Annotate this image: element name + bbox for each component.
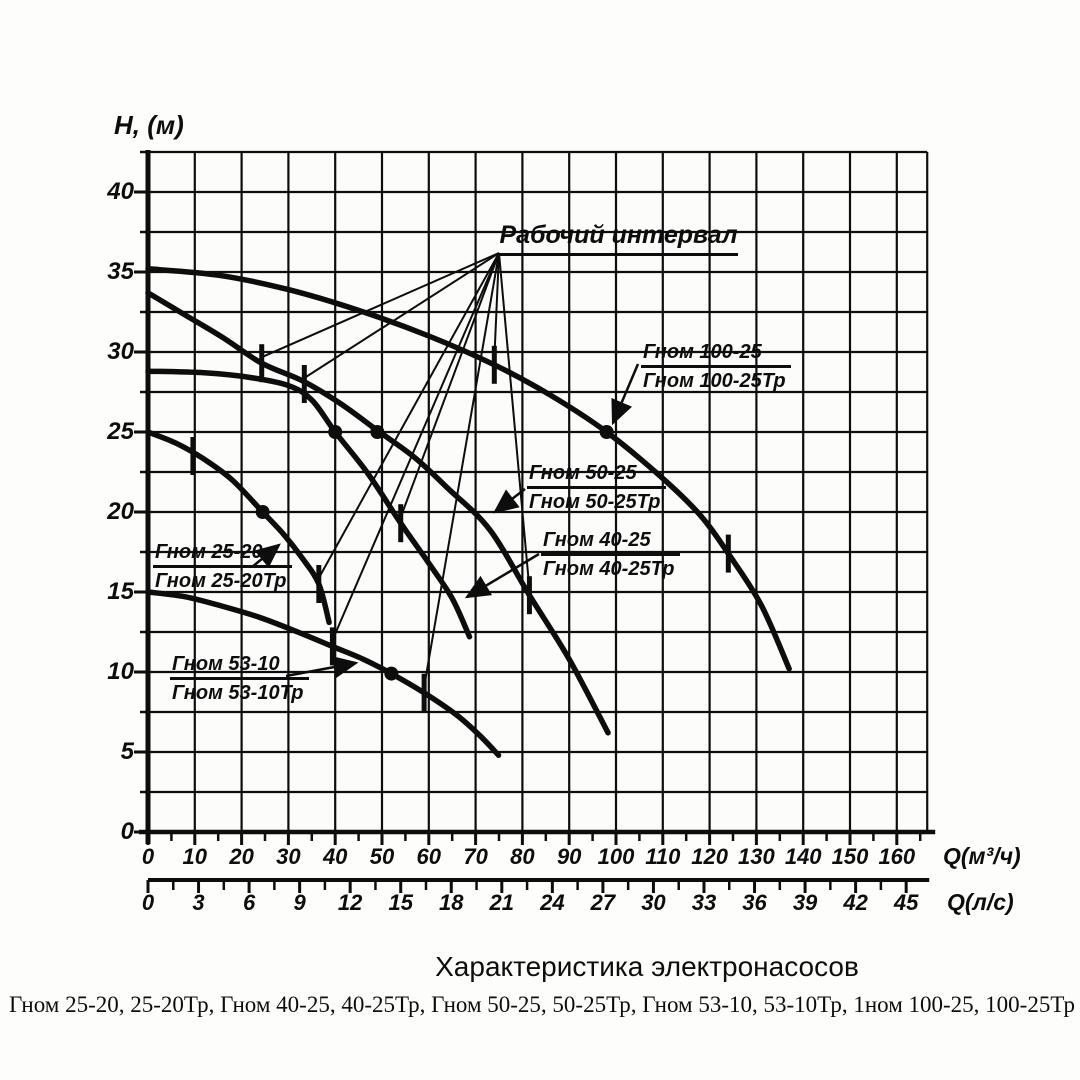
curve-label-line1: Гном 53-10 [170,653,309,680]
x-axis-secondary-tick-label: 6 [242,890,256,915]
x-axis-tick-label: 20 [229,844,254,869]
curve-label-line2: Гном 25-20Тр [155,570,287,592]
x-axis-secondary-unit-label: Q(л/с) [947,889,1014,915]
curve-label-line2: Гном 40-25Тр [543,558,675,580]
x-axis-secondary-tick-label: 27 [590,890,616,915]
x-axis-secondary-tick-label: 18 [439,890,464,915]
chart-title: Характеристика электронасосов [435,951,859,982]
x-axis-tick-label: 0 [141,844,155,869]
curve-label-line2: Гном 50-25Тр [529,491,661,513]
x-axis-tick-label: 10 [182,844,208,869]
y-axis-tick-label: 35 [107,258,134,285]
x-axis-tick-label: 80 [510,844,535,869]
y-axis-tick-label: 20 [107,498,134,525]
x-axis-tick-label: 50 [369,844,395,869]
x-axis-tick-label: 30 [276,844,301,869]
curve-label-line2: Гном 100-25Тр [643,370,786,392]
x-axis-secondary-tick-label: 0 [141,890,155,915]
curve-label-line1: Гном 40-25 [541,529,680,556]
x-axis-tick-label: 60 [416,844,442,869]
y-axis-tick-label: 30 [107,338,134,365]
curve-label-gnom-50-25 [527,462,666,514]
y-axis-tick-label: 10 [107,658,134,685]
x-axis-secondary-tick-label: 39 [792,890,818,915]
curve-label-gnom-25-20 [153,541,292,593]
chart-subtitle: Гном 25-20, 25-20Тр, Гном 40-25, 40-25Тр, Гном 50-25, 50-25Тр, Гном 53-10, 53-10Тр, 1ном 100-25, 100-25Тр [8,992,1076,1017]
x-axis-tick-label: 140 [784,844,822,869]
x-axis-secondary-tick-label: 3 [192,890,205,915]
y-axis-tick-label: 15 [107,578,134,605]
curve-label-gnom-100-25 [641,341,791,393]
x-axis-tick-label: 130 [738,844,775,869]
x-axis-tick-label: 120 [691,844,728,869]
curve-label-line1: Гном 100-25 [641,341,791,368]
x-axis-tick-label: 70 [463,844,488,869]
curve-label-gnom-53-10 [170,653,309,705]
x-axis-secondary-tick-label: 24 [540,890,565,915]
y-axis-tick-label: 25 [107,418,134,445]
y-axis-tick-label: 40 [107,178,134,205]
x-axis-tick-label: 150 [831,844,869,869]
x-axis-secondary-tick-label: 42 [843,890,868,915]
x-axis-tick-label: 100 [597,844,635,869]
x-axis-secondary-tick-label: 15 [388,890,413,915]
x-axis-secondary-tick-label: 9 [293,890,306,915]
x-axis-tick-label: 160 [878,844,916,869]
x-axis-secondary-tick-label: 30 [641,890,666,915]
x-axis-secondary-tick-label: 45 [893,890,919,915]
curve-label-line2: Гном 53-10Тр [172,682,304,704]
x-axis-secondary-tick-label: 12 [337,890,363,915]
working-interval-label: Рабочий интервал [499,221,738,256]
x-axis-secondary-tick-label: 21 [489,890,515,915]
x-axis-tick-label: 110 [645,844,681,869]
x-axis-primary-unit-label: Q(м³/ч) [943,843,1021,869]
y-axis-title: Н, (м) [114,110,184,140]
x-axis-secondary-tick-label: 36 [742,890,767,915]
x-axis-secondary-tick-label: 33 [691,890,717,915]
y-axis-tick-label: 0 [120,818,134,845]
y-axis-tick-label: 5 [120,738,134,765]
x-axis-tick-label: 40 [322,844,348,869]
curve-label-line1: Гном 50-25 [527,462,666,489]
curve-label-line1: Гном 25-20 [153,541,292,568]
curve-label-gnom-40-25 [541,529,680,581]
x-axis-tick-label: 90 [556,844,582,869]
